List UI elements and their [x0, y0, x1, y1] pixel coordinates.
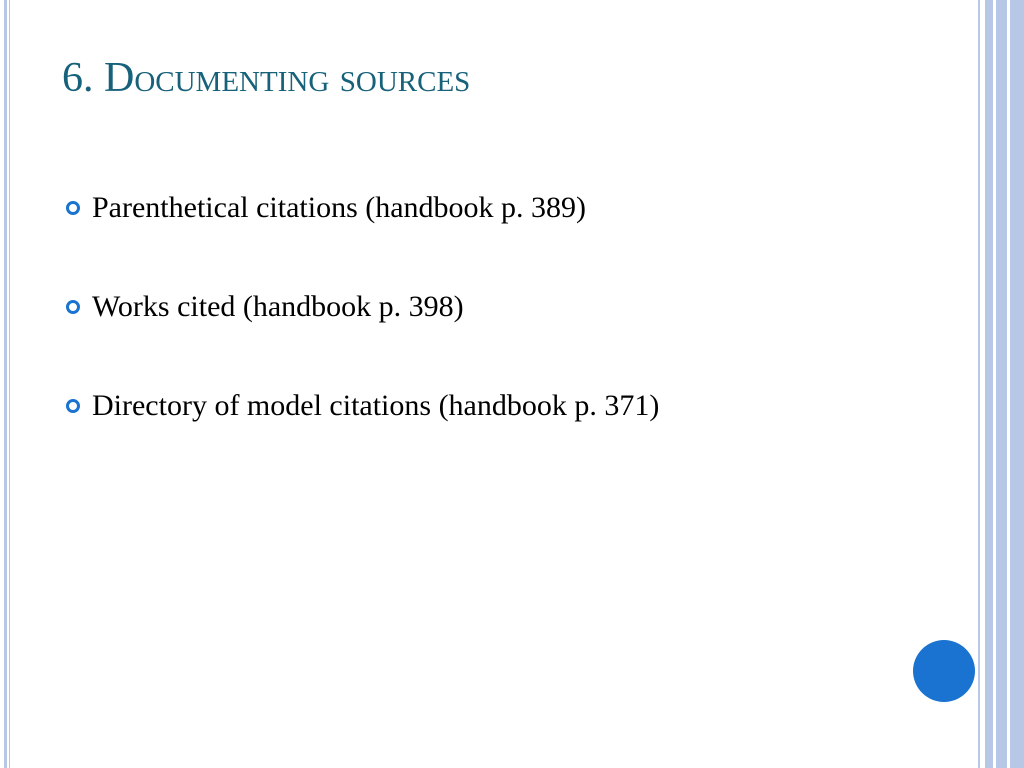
left-border-line-thin: [9, 0, 10, 768]
bullet-item: [62, 285, 659, 329]
right-border-band: [985, 0, 993, 768]
bullet-circle-icon: [66, 399, 80, 413]
slide-title: 6. Documenting sources: [62, 55, 471, 101]
bullet-text: Parenthetical citations (handbook p. 389): [92, 191, 587, 224]
bullet-item: [62, 186, 659, 230]
right-border-line: [978, 0, 980, 768]
bullet-text: Works cited (handbook p. 398): [92, 290, 464, 323]
bullet-text: Directory of model citations (handbook p. 371): [92, 389, 660, 422]
bullet-item: [62, 384, 659, 428]
right-border-band: [1010, 0, 1024, 768]
left-border-line: [4, 0, 7, 768]
right-border-band: [996, 0, 1007, 768]
decorative-circle: [913, 640, 975, 702]
bullet-circle-icon: [66, 201, 80, 215]
bullet-list: [62, 186, 659, 483]
bullet-circle-icon: [66, 300, 80, 314]
